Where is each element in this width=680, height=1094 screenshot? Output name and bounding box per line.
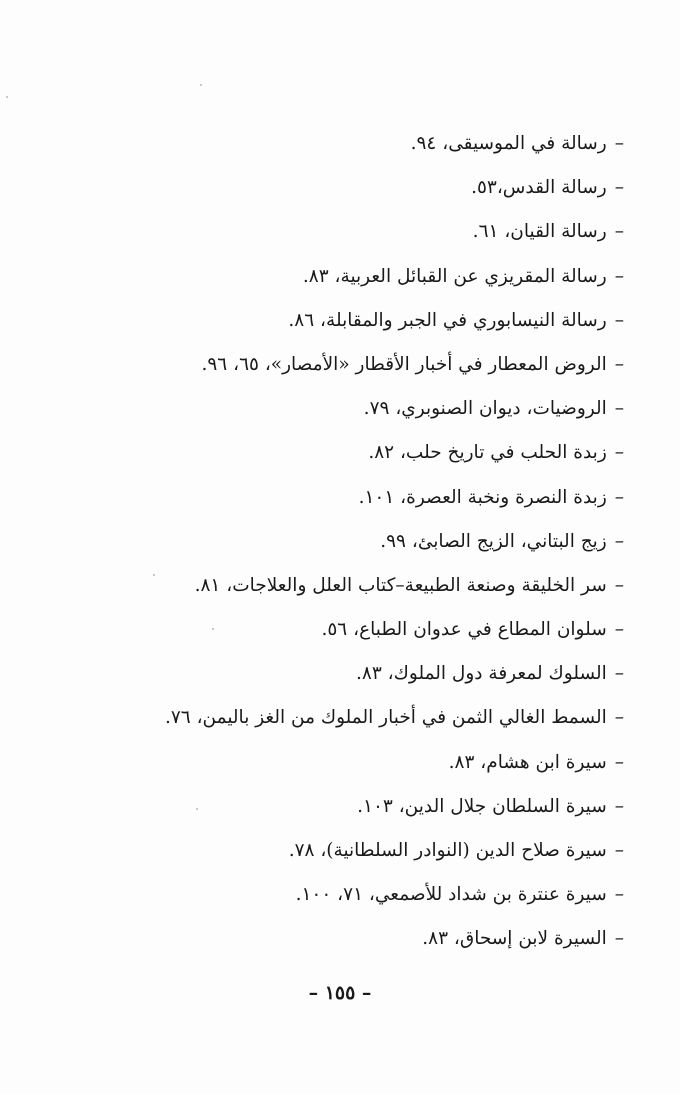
entry-dash: – [614,795,624,817]
entry-dash: – [614,353,624,375]
entry-text: الروضيات، ديوان الصنوبري، ٧٩. [363,398,607,420]
entry-text: سيرة ابن هشام، ٨٣. [448,751,607,773]
entry-text: السلوك لمعرفة دول الملوك، ٨٣. [356,663,607,685]
index-entry [64,431,624,475]
index-entry [64,476,624,520]
entry-dash: – [614,133,624,154]
paper-speck [6,96,8,98]
index-entry [64,829,624,873]
entry-dash: – [614,398,624,420]
entry-dash: – [614,840,624,861]
entry-dash: – [614,309,624,331]
entry-text: سر الخليقة وصنعة الطبيعة–كتاب العلل والعلاجات، ٨١. [194,574,607,596]
entry-text: سيرة صلاح الدين (النوادر السلطانية)، ٧٨. [288,840,607,861]
index-entry [64,873,624,917]
entry-text: رسالة المقريزي عن القبائل العربية، ٨٣. [302,265,607,287]
index-entry [64,564,624,608]
entry-dash: – [614,574,624,596]
entry-dash: – [614,486,624,508]
paper-speck [200,84,202,86]
entry-text: سيرة السلطان جلال الدين، ١٠٣. [357,795,607,817]
index-entry [64,785,624,829]
entry-text: الروض المعطار في أخبار الأقطار «الأمصار»، ٦٥، ٩٦. [201,353,607,375]
entry-text: رسالة القدس،٥٣. [471,177,607,199]
entry-dash: – [614,619,624,641]
index-entry [64,210,624,254]
entry-dash: – [614,707,624,729]
entry-dash: – [614,751,624,773]
index-entry [64,255,624,299]
index-entry [64,299,624,343]
index-entries-list [64,122,624,962]
index-entry [64,608,624,652]
entry-text: زيج البتاني، الزيج الصابئ، ٩٩. [380,530,607,552]
entry-text: زبدة النصرة ونخبة العصرة، ١٠١. [358,486,607,508]
entry-dash: – [614,265,624,287]
entry-text: زبدة الحلب في تاريخ حلب، ٨٢. [368,442,607,464]
entry-dash: – [614,221,624,243]
index-entry [64,917,624,961]
index-entry [64,652,624,696]
index-entry [64,122,624,166]
entry-text: السمط الغالي الثمن في أخبار الملوك من الغز باليمن، ٧٦. [164,707,607,729]
entry-dash: – [614,884,624,906]
index-entry [64,387,624,431]
entry-text: سلوان المطاع في عدوان الطباع، ٥٦. [321,619,607,641]
page-number: – ١٥٥ – [308,982,372,1004]
entry-dash: – [614,663,624,685]
index-entry [64,343,624,387]
entry-dash: – [614,928,624,950]
entry-text: رسالة القيان، ٦١. [472,221,607,243]
entry-text: رسالة في الموسيقى، ٩٤. [410,133,607,154]
entry-dash: – [614,177,624,199]
entry-text: السيرة لابن إسحاق، ٨٣. [422,928,607,950]
entry-text: سيرة عنترة بن شداد للأصمعي، ٧١، ١٠٠. [295,884,607,906]
index-entry [64,741,624,785]
entry-dash: – [614,530,624,552]
index-entry [64,520,624,564]
index-entry [64,696,624,740]
entry-dash: – [614,442,624,464]
entry-text: رسالة النيسابوري في الجبر والمقابلة، ٨٦. [288,309,607,331]
index-entry [64,166,624,210]
